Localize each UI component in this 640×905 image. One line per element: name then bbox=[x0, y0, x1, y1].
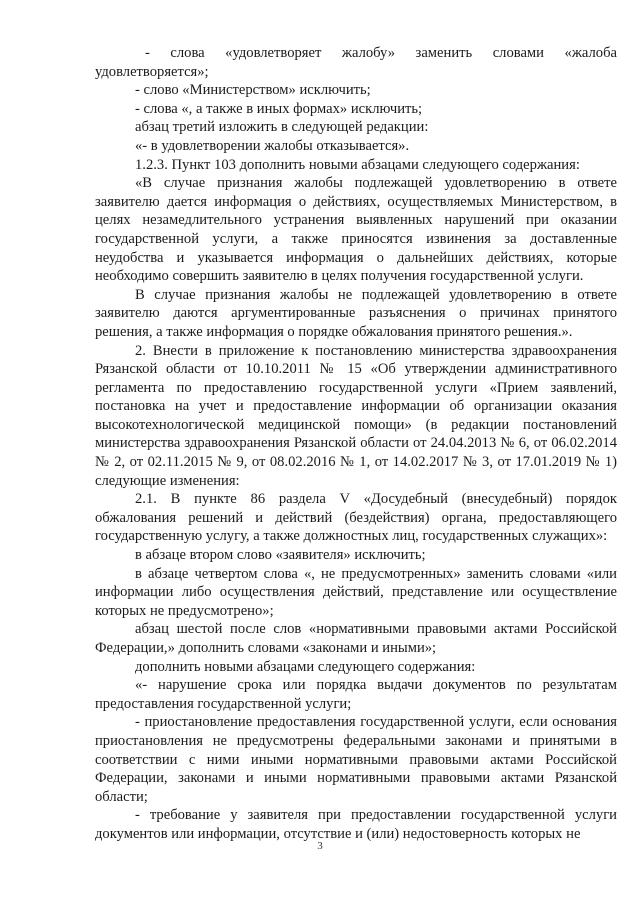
paragraph: абзац шестой после слов «нормативными правовыми актами Российской Федерации,» дополнить словами «законами и иными»; bbox=[95, 621, 617, 656]
paragraph: - приостановление предоставления государственной услуги, если основания приостановления не предусмотрены федеральными законами и принятыми в соответствии с ними иными нормативными правовыми актами Российской Федерации, законами и иными нормативными правовыми актами Рязанской области; bbox=[95, 714, 617, 805]
paragraph: дополнить новыми абзацами следующего содержания: bbox=[135, 658, 476, 675]
paragraph: - слова «, а также в иных формах» исключить; bbox=[135, 100, 423, 117]
paragraph: «В случае признания жалобы подлежащей удовлетворению в ответе заявителю дается информация о действиях, осуществляемых Министерством, в целях незамедлительного устранения выявленных нарушений при оказании государственной услуги, а также приносятся извинения за доставленные неудобства и указывается информация о дальнейших действиях, которые необходимо совершить заявителю в целях получения государственной услуги. bbox=[95, 175, 617, 285]
paragraph: «- в удовлетворении жалобы отказывается». bbox=[135, 137, 410, 154]
paragraph: 2. Внести в приложение к постановлению министерства здравоохранения Рязанской области от 10.10.2011 № 15 «Об утверждении административного регламента по предоставлению государственной услуги «Прием заявлений, постановка на учет и предоставление информации об организации оказания высокотехнологической медицинской помощи» (в редакции постановлений министерства здравоохранения Рязанской области от 24.04.2013 № 6, от 06.02.2014 № 2, от 02.11.2015 № 9, от 08.02.2016 № 1, от 14.02.2017 № 3, от 17.01.2019 № 1) следующие изменения: bbox=[95, 342, 617, 489]
paragraph: - требование у заявителя при предоставлении государственной услуги документов или информации, отсутствие и (или) недостоверность которых не bbox=[95, 807, 617, 842]
paragraph: - слова «удовлетворяет жалобу» заменить словами «жалоба удовлетворяется»; bbox=[95, 45, 617, 80]
paragraph: в абзаце втором слово «заявителя» исключить; bbox=[135, 547, 426, 564]
page-number: 3 bbox=[317, 840, 323, 852]
paragraph: «- нарушение срока или порядка выдачи документов по результатам предоставления государственной услуги; bbox=[95, 677, 617, 712]
paragraph: 1.2.3. Пункт 103 дополнить новыми абзацами следующего содержания: bbox=[135, 156, 580, 173]
document-body bbox=[95, 44, 617, 844]
paragraph: абзац третий изложить в следующей редакции: bbox=[135, 119, 429, 136]
paragraph: 2.1. В пункте 86 раздела V «Досудебный (внесудебный) порядок обжалования решений и действий (бездействия) органа, предоставляющего государственную услугу, а также должностных лиц, государственных служащих»: bbox=[95, 491, 617, 545]
paragraph: в абзаце четвертом слова «, не предусмотренных» заменить словами «или информации либо осуществления действий, представление или осуществление которых не предусмотрено»; bbox=[95, 565, 617, 619]
paragraph: В случае признания жалобы не подлежащей удовлетворению в ответе заявителю даются аргументированные разъяснения о причинах принятого решения, а также информация о порядке обжалования принятого решения.». bbox=[95, 286, 617, 340]
paragraph: - слово «Министерством» исключить; bbox=[135, 82, 371, 99]
